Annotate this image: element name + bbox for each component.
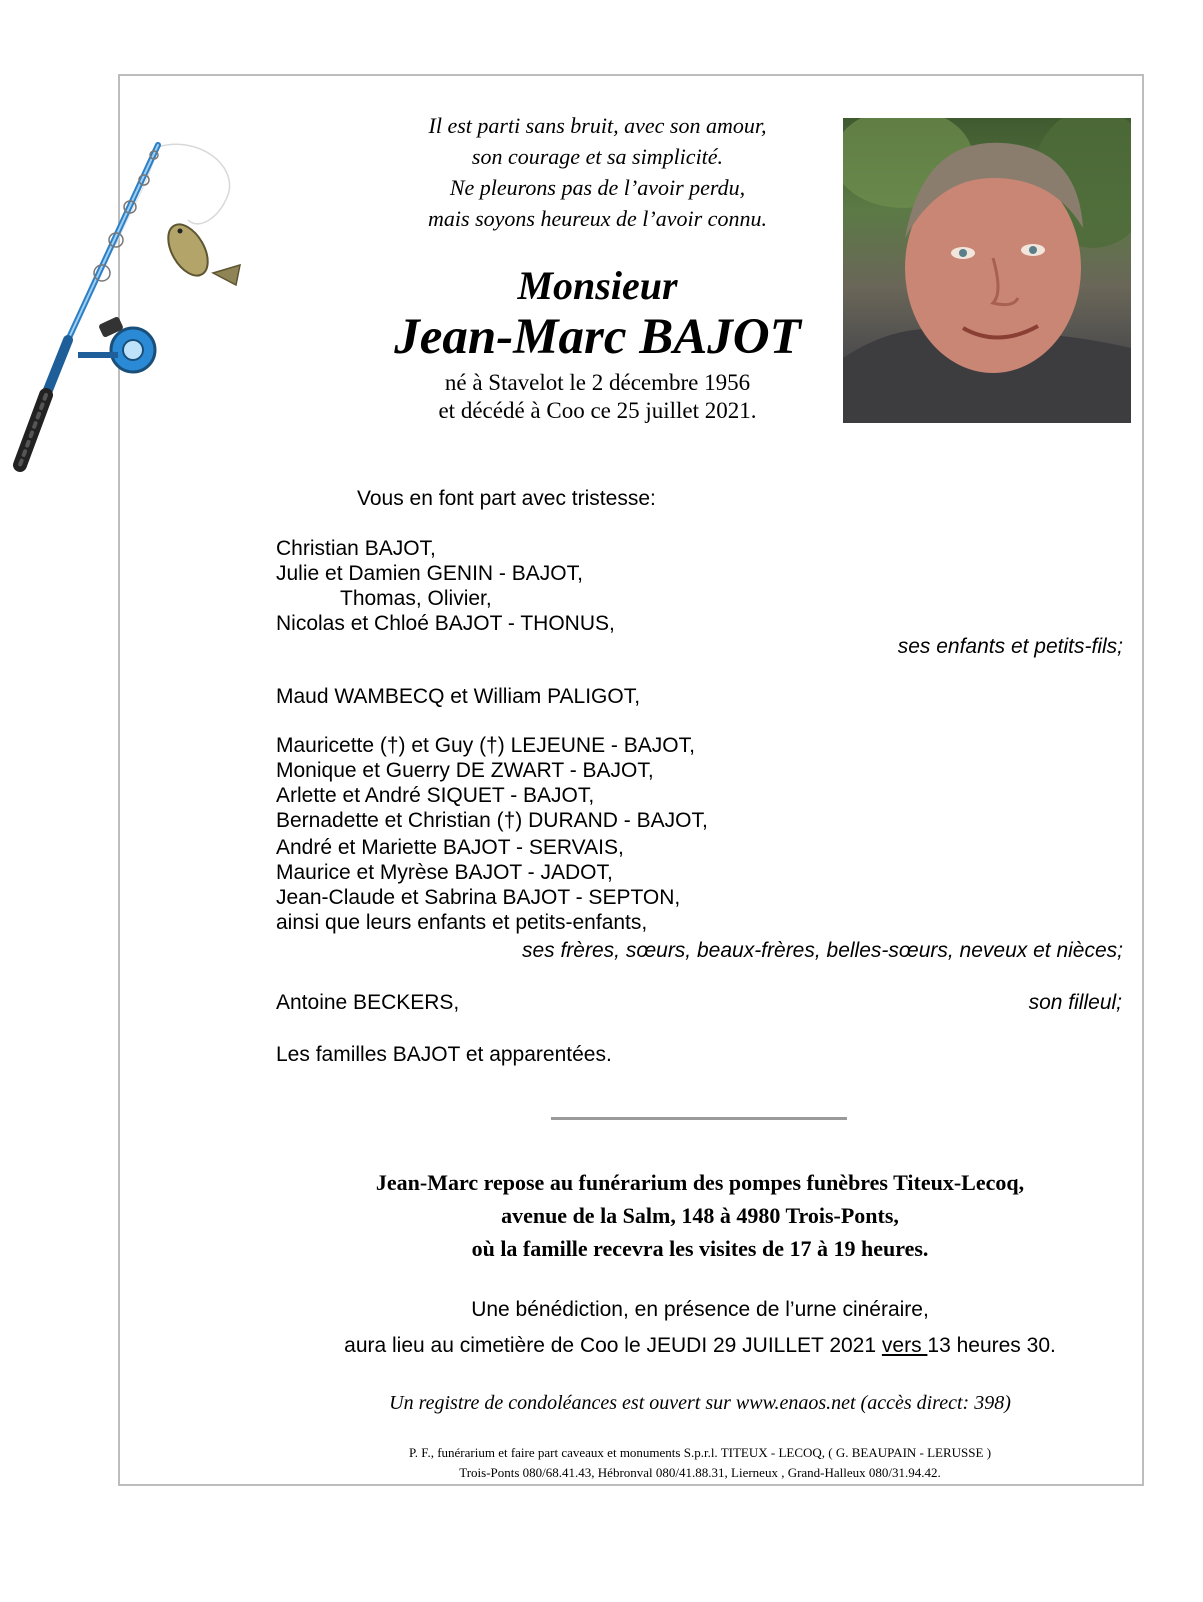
- godson-role: son filleul;: [1028, 991, 1122, 1014]
- list-item: ainsi que leurs enfants et petits-enfants,: [276, 911, 648, 934]
- life-dates: [360, 369, 835, 425]
- funeral-line: Jean-Marc repose au funérarium des pompes funèbres Titeux-Lecoq,: [375, 1170, 1025, 1195]
- fishing-rod-illustration: [8, 125, 258, 480]
- ceremony-line-1: Une bénédiction, en présence de l’urne cinéraire,: [471, 1298, 929, 1321]
- children-list: [276, 536, 615, 636]
- siblings-role: ses frères, sœurs, beaux-frères, belles-sœurs, neveux et nièces;: [521, 939, 1123, 962]
- portrait-photo: [843, 118, 1131, 423]
- divider: [551, 1117, 847, 1120]
- fish-icon: [160, 218, 240, 285]
- list-item: Maurice et Myrèse BAJOT - JADOT,: [276, 861, 613, 884]
- honorific-title: Monsieur: [517, 263, 678, 308]
- list-item: Julie et Damien GENIN - BAJOT,: [276, 562, 583, 585]
- footer-line: P. F., funérarium et faire part caveaux et monuments S.p.r.l. TITEUX - LECOQ, ( G. BEAUPAIN - LERUSSE ): [408, 1445, 992, 1460]
- ceremony-info: [260, 1292, 1140, 1364]
- footer: [250, 1443, 1150, 1483]
- poem-line: mais soyons heureux de l’avoir connu.: [428, 206, 767, 231]
- list-item: Nicolas et Chloé BAJOT - THONUS,: [276, 612, 615, 635]
- funeral-line: où la famille recevra les visites de 17 à 19 heures.: [471, 1236, 929, 1261]
- children-role: ses enfants et petits-fils;: [897, 635, 1123, 658]
- poem-line: Ne pleurons pas de l’avoir perdu,: [449, 175, 746, 200]
- ceremony-underlined-text: vers: [881, 1334, 928, 1357]
- death-line: et décédé à Coo ce 25 juillet 2021.: [438, 398, 757, 423]
- condolence-register: Un registre de condoléances est ouvert sur www.enaos.net (accès direct: 398): [389, 1392, 1011, 1414]
- list-item: Bernadette et Christian (†) DURAND - BAJOT,: [276, 809, 708, 832]
- poem: [360, 110, 835, 234]
- list-item: Monique et Guerry DE ZWART - BAJOT,: [276, 759, 654, 782]
- birth-line: né à Stavelot le 2 décembre 1956: [444, 370, 751, 395]
- list-item: Jean-Claude et Sabrina BAJOT - SEPTON,: [276, 886, 681, 909]
- list-item: Arlette et André SIQUET - BAJOT,: [276, 784, 595, 807]
- funeral-line: avenue de la Salm, 148 à 4980 Trois-Ponts,: [501, 1203, 899, 1228]
- families-line: Les familles BAJOT et apparentées.: [276, 1043, 612, 1066]
- footer-line: Trois-Ponts 080/68.41.43, Hébronval 080/41.88.31, Lierneux , Grand-Halleux 080/31.94.42.: [459, 1465, 941, 1480]
- godson-line: Antoine BECKERS,: [276, 991, 460, 1014]
- poem-line: Il est parti sans bruit, avec son amour,: [428, 113, 767, 138]
- deceased-name: Jean-Marc BAJOT: [394, 309, 801, 365]
- funeral-home-info: [300, 1166, 1100, 1265]
- list-item: Thomas, Olivier,: [340, 587, 492, 610]
- ceremony-line-2: [260, 1328, 1140, 1364]
- partner-line: Maud WAMBECQ et William PALIGOT,: [276, 685, 641, 708]
- list-item: André et Mariette BAJOT - SERVAIS,: [276, 836, 624, 859]
- ceremony-text: aura lieu au cimetière de Coo le JEUDI 29 JUILLET 2021: [344, 1334, 882, 1357]
- list-item: Mauricette (†) et Guy (†) LEJEUNE - BAJOT,: [276, 734, 695, 757]
- siblings-list: [276, 733, 708, 935]
- ceremony-text: 13 heures 30.: [927, 1334, 1056, 1357]
- intro-line: Vous en font part avec tristesse:: [357, 487, 656, 510]
- list-item: Christian BAJOT,: [276, 537, 436, 560]
- poem-line: son courage et sa simplicité.: [471, 144, 724, 169]
